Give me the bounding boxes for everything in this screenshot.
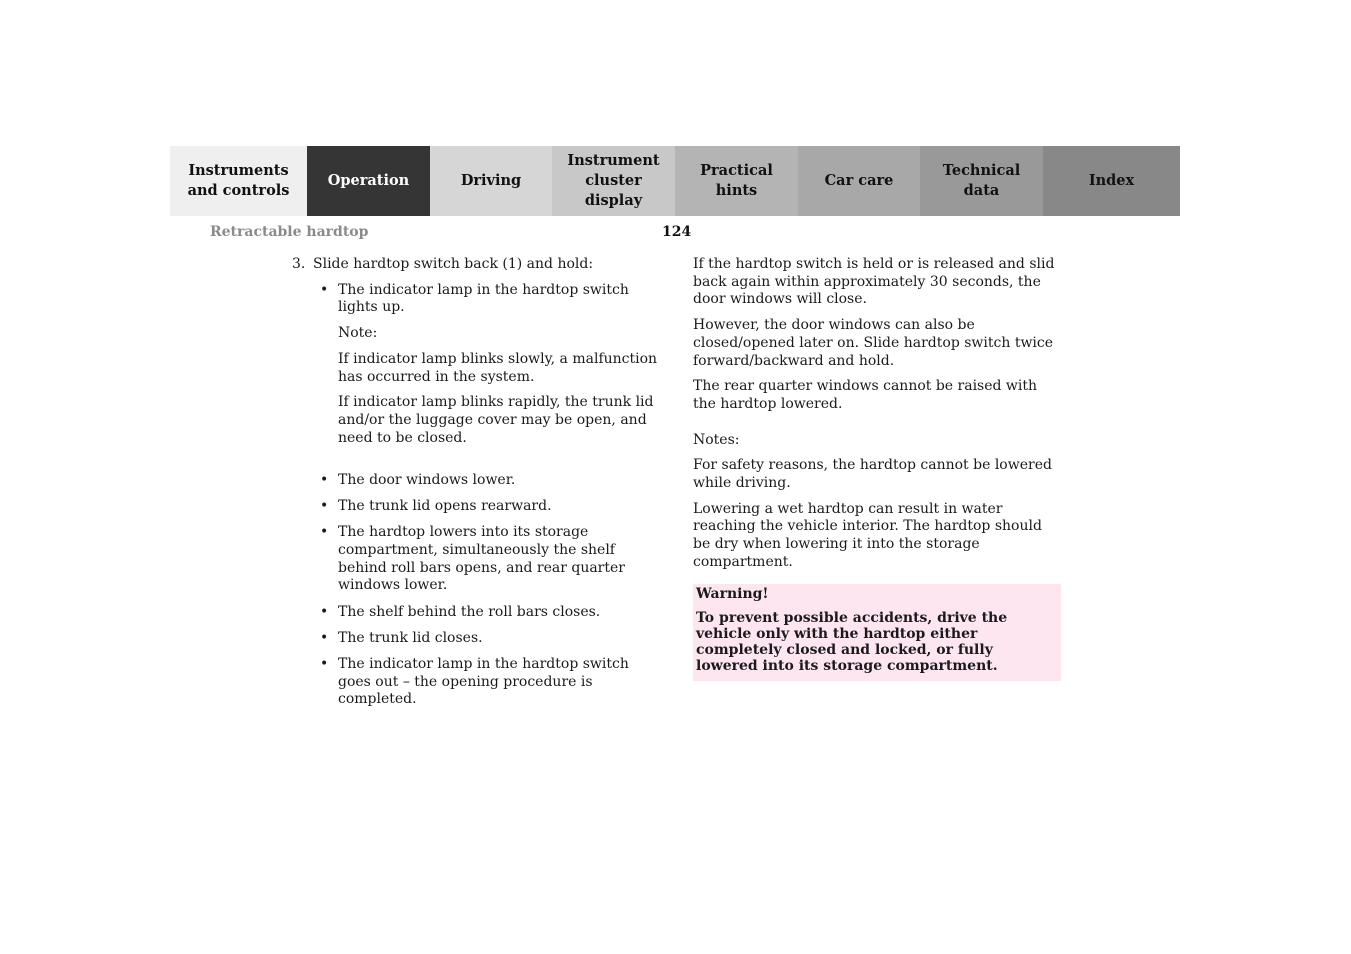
note-text: If indicator lamp blinks slowly, a malfunction has occurred in the system. <box>338 350 658 385</box>
note-text: Lowering a wet hardtop can result in water reaching the vehicle interior. The hardtop should be dry when lowering it into the storage compartment. <box>693 500 1042 570</box>
bullet-glyph: • <box>320 498 329 515</box>
tab-operation[interactable]: Operation <box>307 146 430 216</box>
section-tab-bar <box>170 146 1180 216</box>
paragraph: The rear quarter windows cannot be raised with the hardtop lowered. <box>693 378 1038 412</box>
note-label: Note: <box>338 325 378 342</box>
page-number: 124 <box>662 224 692 240</box>
list-item <box>318 498 664 516</box>
warning-box <box>693 584 1061 681</box>
tab-index[interactable]: Index <box>1043 146 1180 216</box>
bullet-glyph: • <box>320 603 329 620</box>
tab-instrument-cluster-display[interactable]: Instrument cluster display <box>552 146 675 216</box>
bullet-glyph: • <box>320 524 329 541</box>
right-column <box>693 256 1061 681</box>
list-item <box>318 282 664 464</box>
left-column <box>292 256 664 718</box>
tab-practical-hints[interactable]: Practical hints <box>675 146 798 216</box>
bullet-glyph: • <box>320 629 329 646</box>
bullet-text: The shelf behind the roll bars closes. <box>338 603 601 620</box>
notes-label: Notes: <box>693 431 740 448</box>
note-text: If indicator lamp blinks rapidly, the trunk lid and/or the luggage cover may be open, and need to be closed. <box>338 394 654 446</box>
list-item <box>318 524 664 595</box>
bullet-text: The indicator lamp in the hardtop switch lights up. <box>338 281 629 316</box>
list-item <box>318 656 664 709</box>
bullet-text: The door windows lower. <box>338 471 516 488</box>
warning-title: Warning! <box>696 585 769 602</box>
list-item <box>318 604 664 622</box>
bullet-text: The hardtop lowers into its storage compartment, simultaneously the shelf behind roll bars opens, and rear quarter windows lower. <box>338 524 625 594</box>
paragraph: However, the door windows can also be closed/opened later on. Slide hardtop switch twice forward/backward and hold. <box>693 317 1054 369</box>
step-text: Slide hardtop switch back (1) and hold: <box>313 256 594 272</box>
paragraph: If the hardtop switch is held or is released and slid back again within approximately 30 seconds, the door windows will close. <box>693 256 1055 308</box>
tab-car-care[interactable]: Car care <box>798 146 920 216</box>
list-item <box>318 630 664 648</box>
bullet-glyph: • <box>320 655 329 672</box>
list-item <box>318 472 664 490</box>
tab-instruments-and-controls[interactable]: Instruments and controls <box>170 146 307 216</box>
tab-driving[interactable]: Driving <box>430 146 552 216</box>
tab-technical-data[interactable]: Technical data <box>920 146 1043 216</box>
section-title: Retractable hardtop <box>210 224 369 240</box>
bullet-text: The trunk lid closes. <box>338 629 483 646</box>
bullet-text: The indicator lamp in the hardtop switch goes out – the opening procedure is completed. <box>338 655 629 708</box>
warning-text: To prevent possible accidents, drive the vehicle only with the hardtop either completely closed and locked, or fully lowered into its storage compartment. <box>696 609 1008 674</box>
note-text: For safety reasons, the hardtop cannot be lowered while driving. <box>693 457 1052 492</box>
step-3 <box>292 256 664 274</box>
bullet-text: The trunk lid opens rearward. <box>338 498 552 515</box>
bullet-glyph: • <box>320 471 329 488</box>
step-number: 3. <box>292 256 306 272</box>
bullet-glyph: • <box>320 281 329 298</box>
bullet-list <box>292 282 664 709</box>
